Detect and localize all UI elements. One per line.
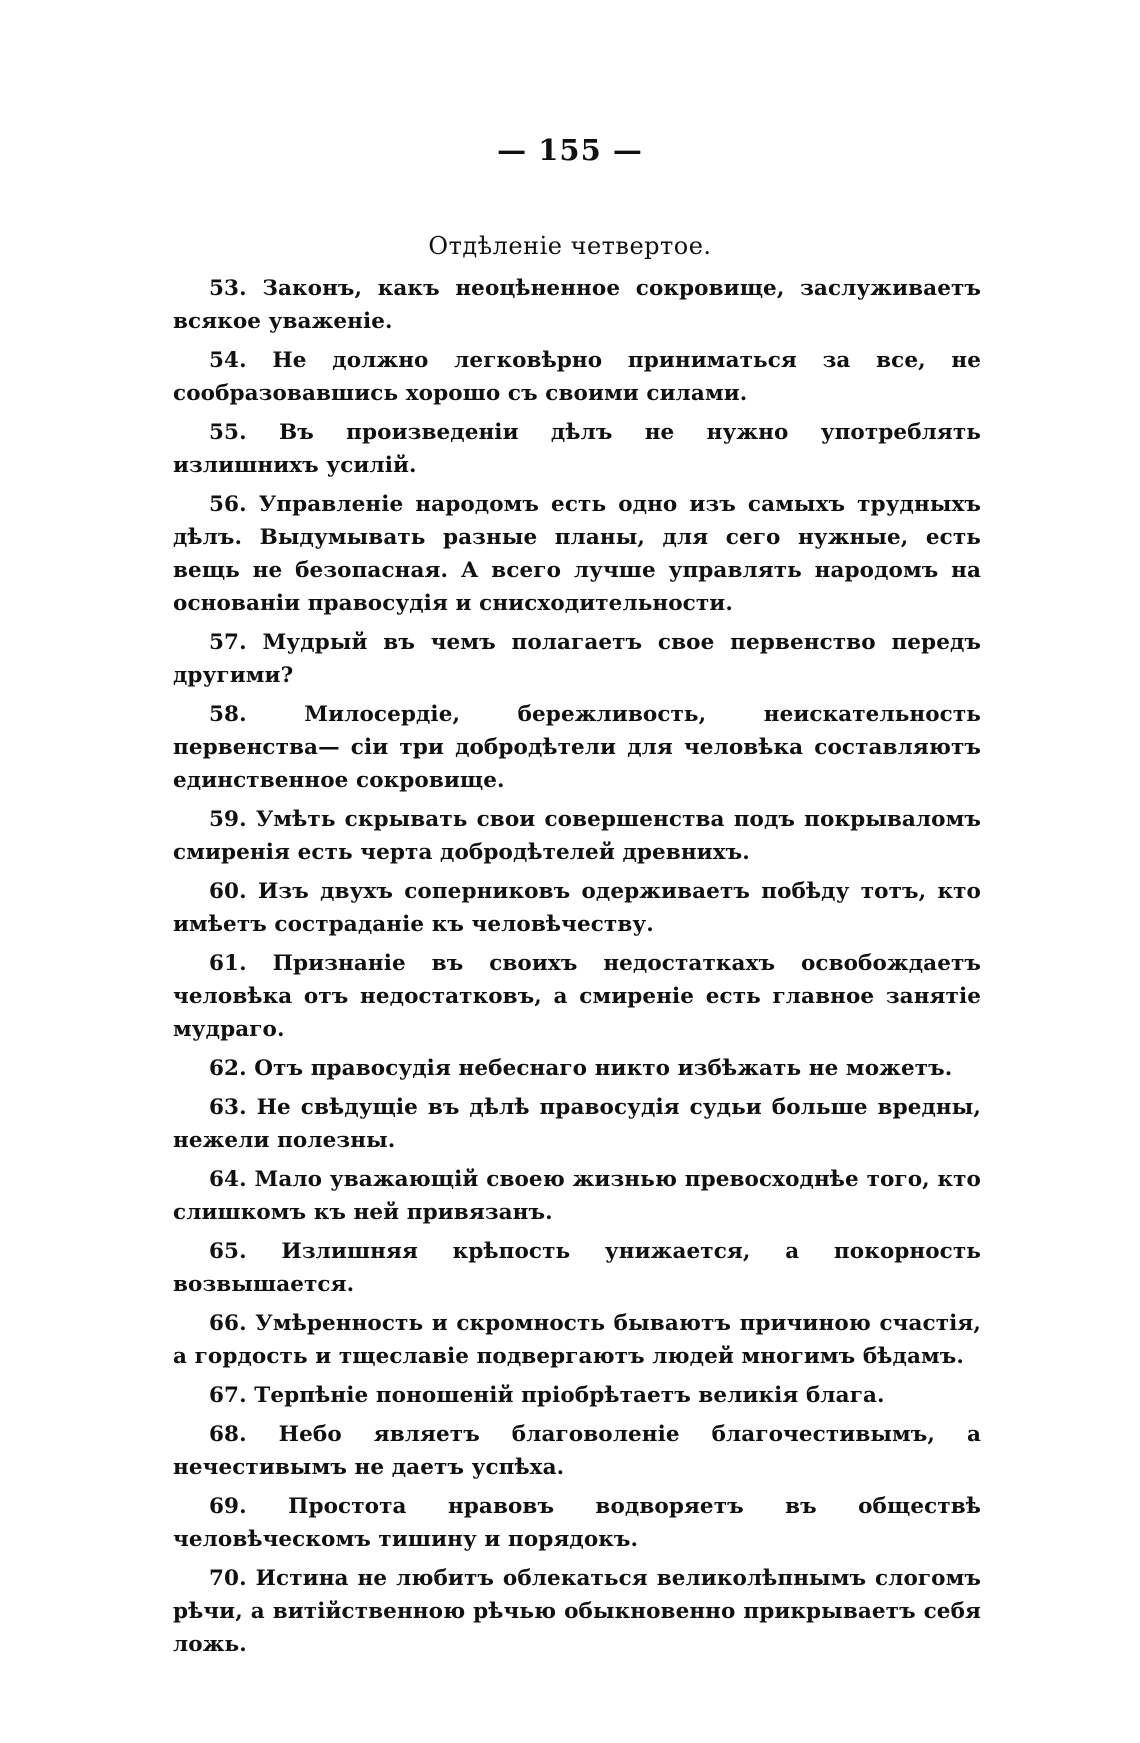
paragraph-62: 62. Отъ правосудія небеснаго никто избѣжать не можетъ. bbox=[209, 1056, 953, 1081]
paragraph-60: 60. Изъ двухъ соперниковъ одерживаетъ побѣду тотъ, кто имѣетъ состраданіе къ человѣчеству. bbox=[173, 879, 981, 937]
section-title: Отдѣленіе четвертое. bbox=[428, 232, 712, 260]
paragraph-63: 63. Не свѣдущіе въ дѣлѣ правосудія судьи больше вредны, нежели полезны. bbox=[173, 1095, 981, 1153]
paragraph-66: 66. Умѣренность и скромность бываютъ причиною счастія, а гордость и тщеславіе подвергаютъ людей многимъ бѣдамъ. bbox=[173, 1311, 981, 1369]
paragraph-53: 53. Законъ, какъ неоцѣненное сокровище, заслуживаетъ всякое уваженіе. bbox=[173, 276, 981, 334]
paragraph-65: 65. Излишняя крѣпость унижается, а покорность возвышается. bbox=[173, 1239, 981, 1297]
paragraph-55: 55. Въ произведеніи дѣлъ не нужно употреблять излишнихъ усилій. bbox=[173, 420, 981, 478]
paragraph-67: 67. Терпѣніе поношеній пріобрѣтаетъ великія блага. bbox=[209, 1383, 885, 1408]
paragraph-57: 57. Мудрый въ чемъ полагаетъ свое первенство передъ другими? bbox=[173, 630, 981, 688]
paragraph-70: 70. Истина не любитъ облекаться великолѣпнымъ слогомъ рѣчи, а витійственною рѣчью обыкновенно прикрываетъ себя ложь. bbox=[173, 1566, 981, 1657]
paragraph-68: 68. Небо являетъ благоволеніе благочестивымъ, а нечестивымъ не даетъ успѣха. bbox=[173, 1422, 981, 1480]
paragraph-56: 56. Управленіе народомъ есть одно изъ самыхъ трудныхъ дѣлъ. Выдумывать разные планы, для сего нужные, есть вещь не безопасная. А всего лучше управлять народомъ на основаніи правосудія и снисходительности. bbox=[173, 492, 981, 616]
paragraph-64: 64. Мало уважающій своею жизнью превосходнѣе того, кто слишкомъ къ ней привязанъ. bbox=[173, 1167, 981, 1225]
paragraph-61: 61. Признаніе въ своихъ недостаткахъ освобождаетъ человѣка отъ недостатковъ, а смиреніе есть главное занятіе мудраго. bbox=[173, 951, 981, 1042]
paragraph-59: 59. Умѣть скрывать свои совершенства подъ покрываломъ смиренія есть черта добродѣтелей древнихъ. bbox=[173, 807, 981, 865]
paragraph-69: 69. Простота нравовъ водворяетъ въ обществѣ человѣческомъ тишину и порядокъ. bbox=[173, 1494, 981, 1552]
paragraph-54: 54. Не должно легковѣрно приниматься за все, не сообразовавшись хорошо съ своими силами. bbox=[173, 348, 981, 406]
paragraph-58: 58. Милосердіе, бережливость, неискательность первенства— сіи три добродѣтели для человѣка составляютъ единственное сокровище. bbox=[173, 702, 981, 793]
body-text bbox=[173, 272, 981, 1667]
page-number: — 155 — bbox=[497, 133, 643, 167]
